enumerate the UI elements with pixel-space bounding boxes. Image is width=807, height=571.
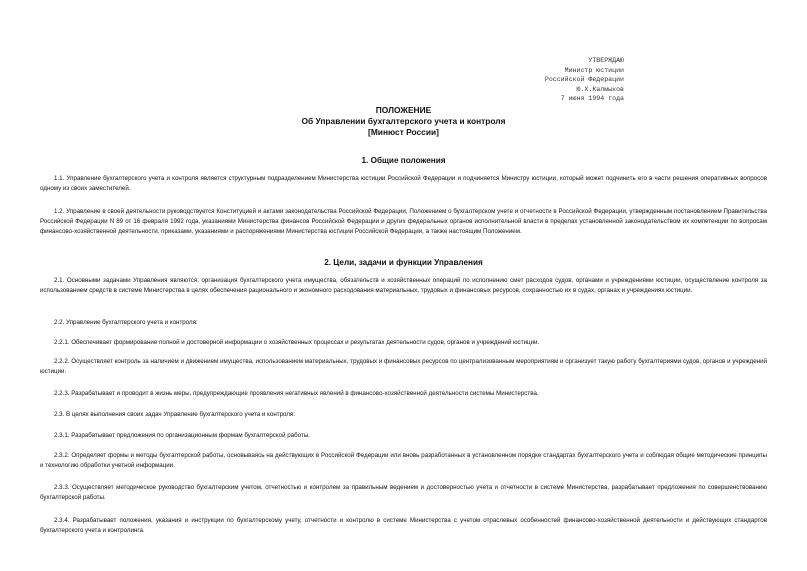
title-line-1: ПОЛОЖЕНИЕ: [375, 105, 432, 115]
approval-line: УТВЕРЖДАЮ: [588, 57, 624, 64]
paragraph-2-2-2: 2.2.2. Осуществляет контроль за наличием и движением имущества, использованием материальных, трудовых и финансовых ресурсов по централизованным мероприятиям и организует такую работу бухгалтериями судов, органов и учреждений юстиции.: [40, 358, 767, 375]
section-2-heading: 2. Цели, задачи и функции Управления: [324, 258, 483, 267]
title-line-3: [Минюст России]: [368, 127, 439, 137]
paragraph-2-1: 2.1. Основными задачами Управления являются: организация бухгалтерского учета имущества, обязательств и хозяйственных операций по исполнению смет расходов судов, органами и учреждениями юстиции, осуществление контроля за использованием средств в системе Министерства в целях обеспечения рационального и экономного расходования материальных, трудовых и финансовых ресурсов, сохранностью их в судах, органах и учреждениях юстиции.: [40, 277, 767, 294]
paragraph-1-2: 1.2. Управление в своей деятельности руководствуется Конституцией и актами законодательства Российской Федерации, Положением о бухгалтерском учете и отчетности в Российской Федерации, утвержденным постановлением Правительства Российской Федерации N 89 от 16 февраля 1992 года, указаниями Министерства финансов Российской Федерации и других федеральных органов исполнительной власти в пределах установленной законодательством их компетенции по вопросам финансово-хозяйственной деятельности, приказами, указаниями и распоряжениями Министерства юстиции Российской Федерации, а также настоящим Положением.: [40, 208, 767, 235]
approval-line: Министр юстиции: [564, 66, 624, 74]
approval-line: Российской Федерации: [544, 76, 624, 84]
paragraph-2-3: 2.3. В целях выполнения своих задач Управление бухгалтерского учета и контроля:: [54, 411, 295, 418]
paragraph-2-3-3: 2.3.3. Осуществляет методическое руководство бухгалтерским учетом, отчетностью и контролем за правильным ведением и достоверностью учета и отчетности в системе Министерства, разрабатывает предложения по совершенствованию бухгалтерской работы.: [40, 484, 767, 501]
title-line-2: Об Управлении бухгалтерского учета и контроля: [301, 116, 506, 126]
paragraph-2-3-1: 2.3.1. Разрабатывает предложения по организационным формам бухгалтерской работы.: [54, 432, 311, 439]
document-title: [0, 105, 807, 138]
approval-block: [464, 56, 624, 104]
approval-line: 7 июня 1994 года: [560, 95, 624, 103]
paragraph-2-2-3: 2.2.3. Разрабатывает и проводит в жизнь меры, предупреждающие проявления негативных явлений в финансово-хозяйственной деятельности системы Министерства.: [54, 390, 539, 397]
paragraph-2-3-2: 2.3.2. Определяет формы и методы бухгалтерской работы, основываясь на действующих в Российской Федерации или вновь разработанных в установленном порядке стандартах бухгалтерского учета и соблюдая общие методические принципы и технологию обработки учетной информации.: [40, 452, 767, 469]
paragraph-2-2-1: 2.2.1. Обеспечивает формирование полной и достоверной информации о хозяйственных процессах и результатах деятельности судов, органов и учреждений юстиции.: [54, 339, 540, 346]
approval-line: Ю.Х.Калмыков: [576, 85, 624, 93]
paragraph-1-1: 1.1. Управление бухгалтерского учета и контроля является структурным подразделением Министерства юстиции Российской Федерации и подчиняется Министру юстиции, который может подчинить его в части решения оперативных вопросов одному из своих заместителей.: [40, 175, 767, 192]
section-1-heading: 1. Общие положения: [361, 156, 446, 165]
paragraph-2-3-4: 2.3.4. Разрабатывает положения, указания и инструкции по бухгалтерскому учету, отчетности и контролю в системе Министерства с учетом отраслевых особенностей финансово-хозяйственной деятельности и действующих стандартов бухгалтерского учета и контролинга.: [40, 517, 767, 534]
paragraph-2-2: 2.2. Управление бухгалтерского учета и контроля:: [54, 319, 198, 326]
